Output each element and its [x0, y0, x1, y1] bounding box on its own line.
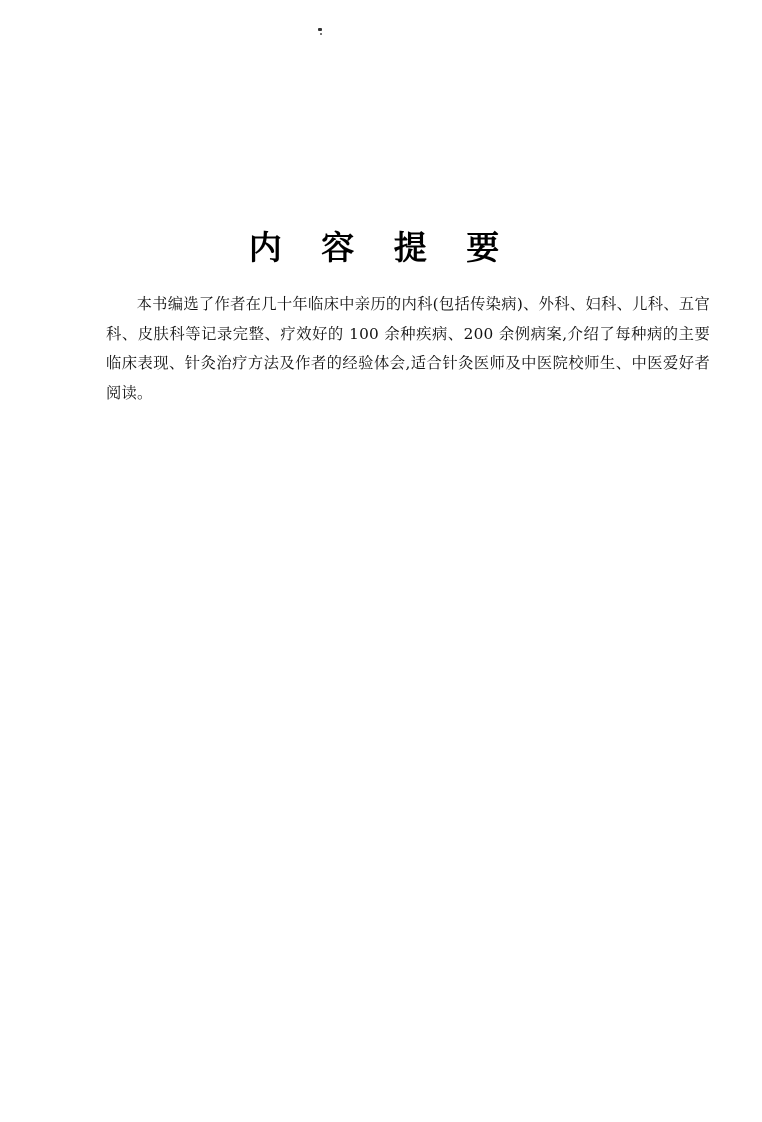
- scan-speck-2: [320, 33, 322, 35]
- page-title: 内 容 提 要: [248, 228, 514, 268]
- scan-speck: [318, 28, 322, 31]
- summary-paragraph: 本书编选了作者在几十年临床中亲历的内科(包括传染病)、外科、妇科、儿科、五官科、皮肤科等记录完整、疗效好的 100 余种疾病、200 余例病案,介绍了每种病的主要临床表现、针灸治疗方法及作者的经验体会,适合针灸医师及中医院校师生、中医爱好者阅读。: [106, 295, 710, 402]
